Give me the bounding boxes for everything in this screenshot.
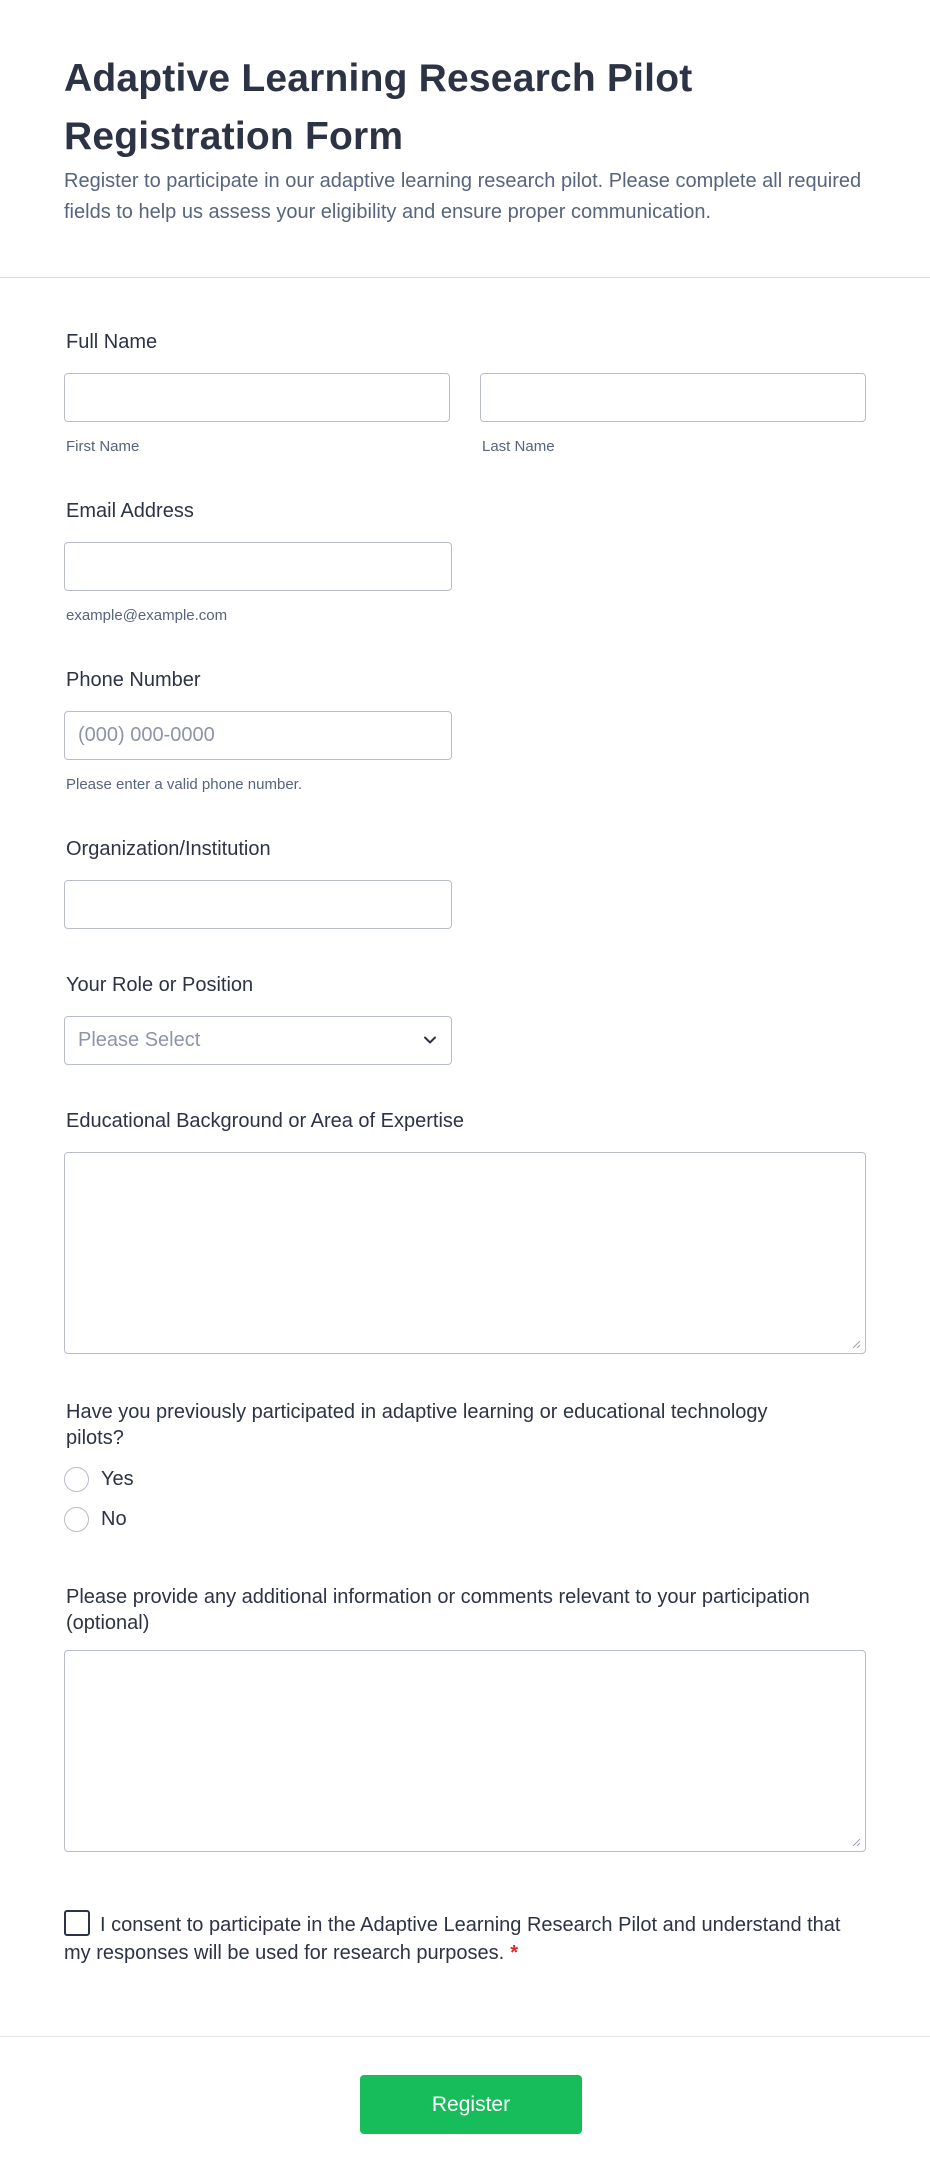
organization-input[interactable] bbox=[64, 880, 452, 929]
form-title: Adaptive Learning Research Pilot Registration Form bbox=[64, 57, 693, 158]
email-input[interactable] bbox=[64, 542, 452, 591]
phone-section bbox=[64, 667, 866, 794]
form-header bbox=[0, 0, 930, 278]
background-textarea[interactable] bbox=[64, 1152, 866, 1354]
comments-label: Please provide any additional information or comments relevant to your participation (optional) bbox=[66, 1586, 810, 1634]
chevron-down-icon bbox=[421, 1031, 439, 1049]
radio-option-no[interactable] bbox=[64, 1506, 866, 1532]
radio-no-label: No bbox=[101, 1507, 127, 1530]
last-name-input[interactable] bbox=[480, 373, 866, 422]
previous-participation-label: Have you previously participated in adaptive learning or educational technology pilots? bbox=[66, 1401, 768, 1449]
comments-textarea[interactable] bbox=[64, 1650, 866, 1852]
form-footer bbox=[0, 2036, 930, 2184]
resize-grip-icon[interactable] bbox=[851, 1837, 861, 1847]
email-label: Email Address bbox=[66, 500, 194, 522]
consent-text: I consent to participate in the Adaptive Learning Research Pilot and understand that my responses will be used for research purposes. bbox=[64, 1914, 841, 1964]
first-name-sublabel: First Name bbox=[66, 438, 140, 455]
role-selected-value: Please Select bbox=[78, 1029, 201, 1051]
background-label: Educational Background or Area of Expertise bbox=[66, 1110, 465, 1132]
email-sublabel: example@example.com bbox=[66, 607, 228, 624]
background-section bbox=[64, 1108, 866, 1354]
form-body bbox=[0, 329, 930, 1967]
required-asterisk: * bbox=[510, 1942, 519, 1964]
consent-section bbox=[64, 1910, 866, 1967]
radio-no[interactable] bbox=[64, 1507, 89, 1532]
consent-checkbox[interactable] bbox=[64, 1910, 90, 1936]
resize-grip-icon[interactable] bbox=[851, 1339, 861, 1349]
organization-section bbox=[64, 836, 866, 929]
form-description: Register to participate in our adaptive learning research pilot. Please complete all required fields to help us assess your eligibility and ensure proper communication. bbox=[64, 170, 862, 223]
radio-yes-label: Yes bbox=[101, 1467, 134, 1490]
comments-section bbox=[64, 1584, 866, 1852]
phone-label: Phone Number bbox=[66, 669, 201, 691]
radio-option-yes[interactable] bbox=[64, 1466, 866, 1492]
role-label: Your Role or Position bbox=[66, 974, 254, 996]
previous-participation-section bbox=[64, 1399, 866, 1532]
role-section bbox=[64, 972, 866, 1065]
first-name-column bbox=[64, 373, 450, 456]
role-select[interactable] bbox=[64, 1016, 452, 1065]
organization-label: Organization/Institution bbox=[66, 838, 271, 860]
email-section bbox=[64, 498, 866, 625]
full-name-label: Full Name bbox=[66, 331, 158, 353]
full-name-section bbox=[64, 329, 866, 456]
last-name-sublabel: Last Name bbox=[482, 438, 555, 455]
phone-sublabel: Please enter a valid phone number. bbox=[66, 776, 302, 793]
first-name-input[interactable] bbox=[64, 373, 450, 422]
full-name-row bbox=[64, 373, 866, 456]
radio-yes[interactable] bbox=[64, 1467, 89, 1492]
phone-input[interactable]: (000) 000-0000 bbox=[64, 711, 452, 760]
last-name-column bbox=[480, 373, 866, 456]
register-button[interactable]: Register bbox=[360, 2075, 582, 2134]
